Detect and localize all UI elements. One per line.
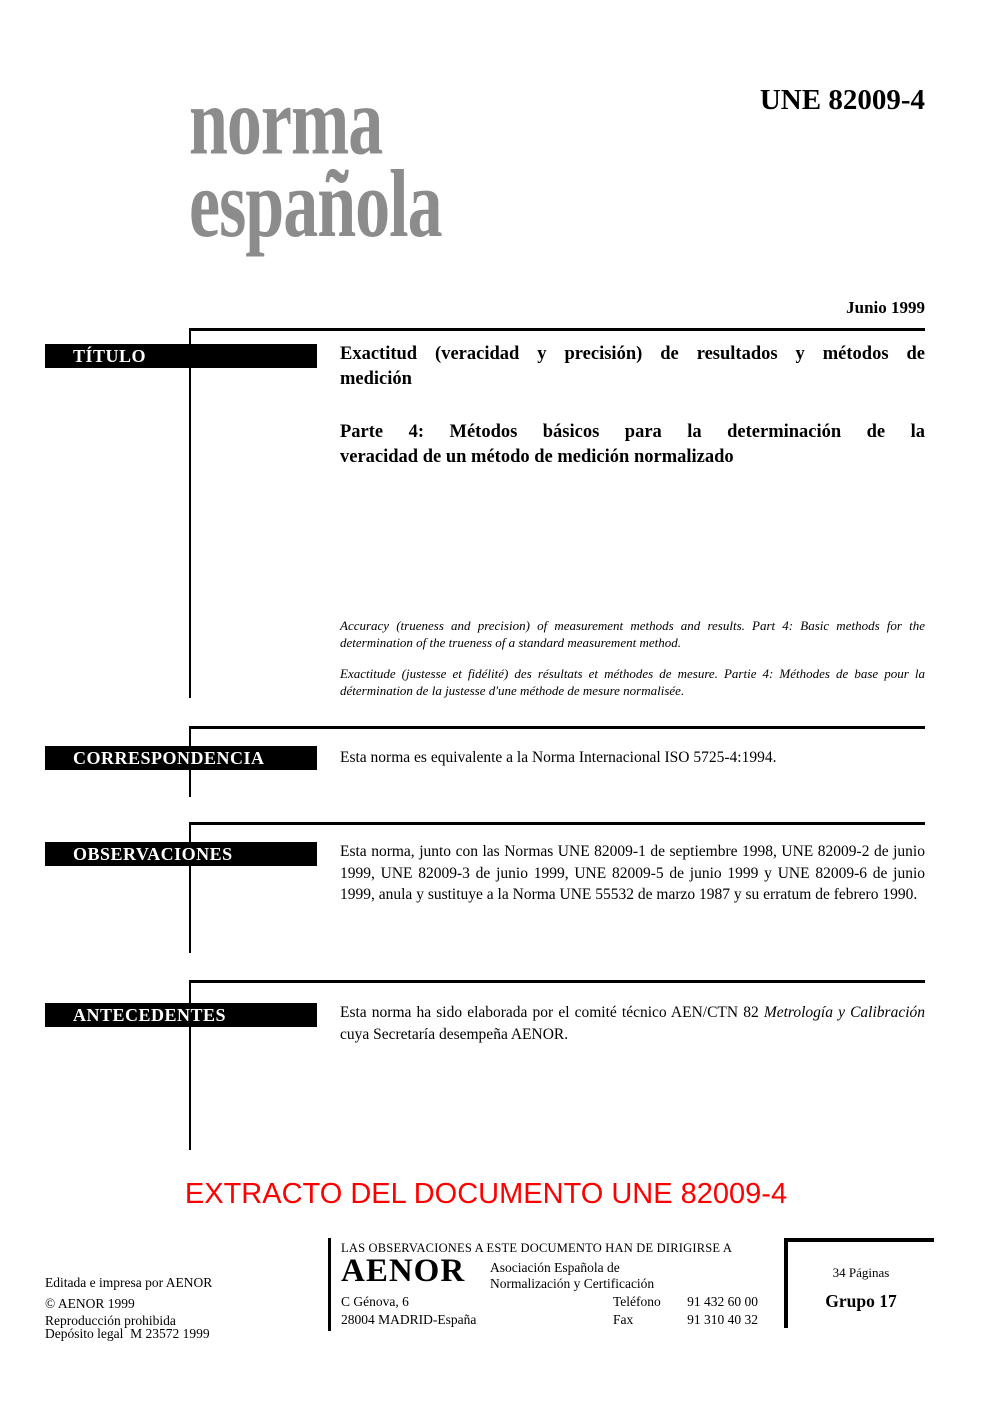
copyright-line: © AENOR 1999 bbox=[45, 1296, 135, 1311]
doc-code: UNE 82009-4 bbox=[759, 84, 925, 116]
extract-notice: EXTRACTO DEL DOCUMENTO UNE 82009-4 bbox=[184, 1178, 788, 1210]
brand-line-2: española bbox=[189, 152, 442, 259]
observaciones-body: Esta norma, junto con las Normas UNE 82009-1 de septiembre 1998, UNE 82009-2 de junio 1999, UNE 82009-3 de junio 1999, UNE 82009-5 de junio 1999 y UNE 82009-6 de junio 1999, anula y sustituye a la Norma UNE 55532 de marzo 1987 y su erratum de febrero 1990. bbox=[340, 843, 925, 903]
footer-divider bbox=[328, 1238, 331, 1331]
org-name bbox=[490, 1260, 654, 1292]
brand-line-1: norma bbox=[189, 69, 383, 176]
title-line-1: Exactitud (veracidad y precisión) de resultados y métodos de bbox=[340, 344, 925, 364]
title-part-line-1: Parte 4: Métodos básicos para la determinación de la bbox=[340, 422, 925, 442]
titulo-stem bbox=[189, 328, 191, 698]
aenor-logotype: AENOR bbox=[341, 1253, 466, 1289]
footer-copyright bbox=[45, 1295, 176, 1329]
phone-number: 91 432 60 00 bbox=[687, 1294, 758, 1309]
section-label-antecedentes: ANTECEDENTES bbox=[45, 1003, 317, 1027]
fax-label: Fax bbox=[613, 1312, 634, 1327]
org-name-line-1: Asociación Española de bbox=[490, 1260, 620, 1275]
antecedentes-committee-name: Metrología y Calibración bbox=[763, 1004, 926, 1021]
title-part-line-2: veracidad de un método de medición normalizado bbox=[340, 447, 734, 467]
group-box bbox=[784, 1238, 934, 1328]
brand-logotype bbox=[189, 69, 442, 259]
fax-number: 91 310 40 32 bbox=[687, 1312, 758, 1327]
section-label-observaciones: OBSERVACIONES bbox=[45, 842, 317, 866]
remarks-notice: LAS OBSERVACIONES A ESTE DOCUMENTO HAN DE DIRIGIRSE A bbox=[341, 1241, 733, 1255]
issue-date: Junio 1999 bbox=[846, 298, 925, 317]
published-by: Editada e impresa por AENOR bbox=[45, 1275, 213, 1290]
correspondencia-body: Esta norma es equivalente a la Norma Internacional ISO 5725-4:1994. bbox=[340, 749, 777, 766]
observaciones-rule bbox=[190, 822, 925, 825]
legal-deposit: Depósito legal M 23572 1999 bbox=[45, 1326, 210, 1341]
correspondencia-rule bbox=[190, 726, 925, 729]
pages-count: 34 Páginas bbox=[832, 1265, 890, 1280]
english-abstract: Accuracy (trueness and precision) of measurement methods and results. Part 4: Basic methods for the determination of the trueness of a standard measurement method. bbox=[340, 618, 925, 650]
org-address-street: C Génova, 6 bbox=[341, 1294, 409, 1309]
titulo-rule bbox=[190, 328, 925, 331]
reproduction-line: Reproducción prohibida bbox=[45, 1313, 176, 1328]
antecedentes-body bbox=[340, 1002, 925, 1045]
antecedentes-text: Esta norma ha sido elaborada por el comité técnico AEN/CTN 82 bbox=[340, 1004, 764, 1021]
group-label: Grupo 17 bbox=[825, 1291, 897, 1311]
antecedentes-rule bbox=[190, 980, 925, 983]
org-address-city: 28004 MADRID-España bbox=[341, 1312, 477, 1327]
org-name-line-2: Normalización y Certificación bbox=[490, 1276, 655, 1291]
french-abstract: Exactitude (justesse et fidélité) des résultats et méthodes de mesure. Partie 4: Méthodes de base pour la détermination de la justesse d'une méthode de mesure normalisée. bbox=[340, 666, 925, 698]
antecedentes-text-end: cuya Secretaría desempeña AENOR. bbox=[340, 1025, 569, 1043]
phone-label: Teléfono bbox=[613, 1294, 661, 1309]
title-line-2: medición bbox=[340, 369, 412, 389]
section-label-titulo: TÍTULO bbox=[45, 344, 317, 368]
section-label-correspondencia: CORRESPONDENCIA bbox=[45, 746, 317, 770]
title-block bbox=[340, 342, 925, 470]
